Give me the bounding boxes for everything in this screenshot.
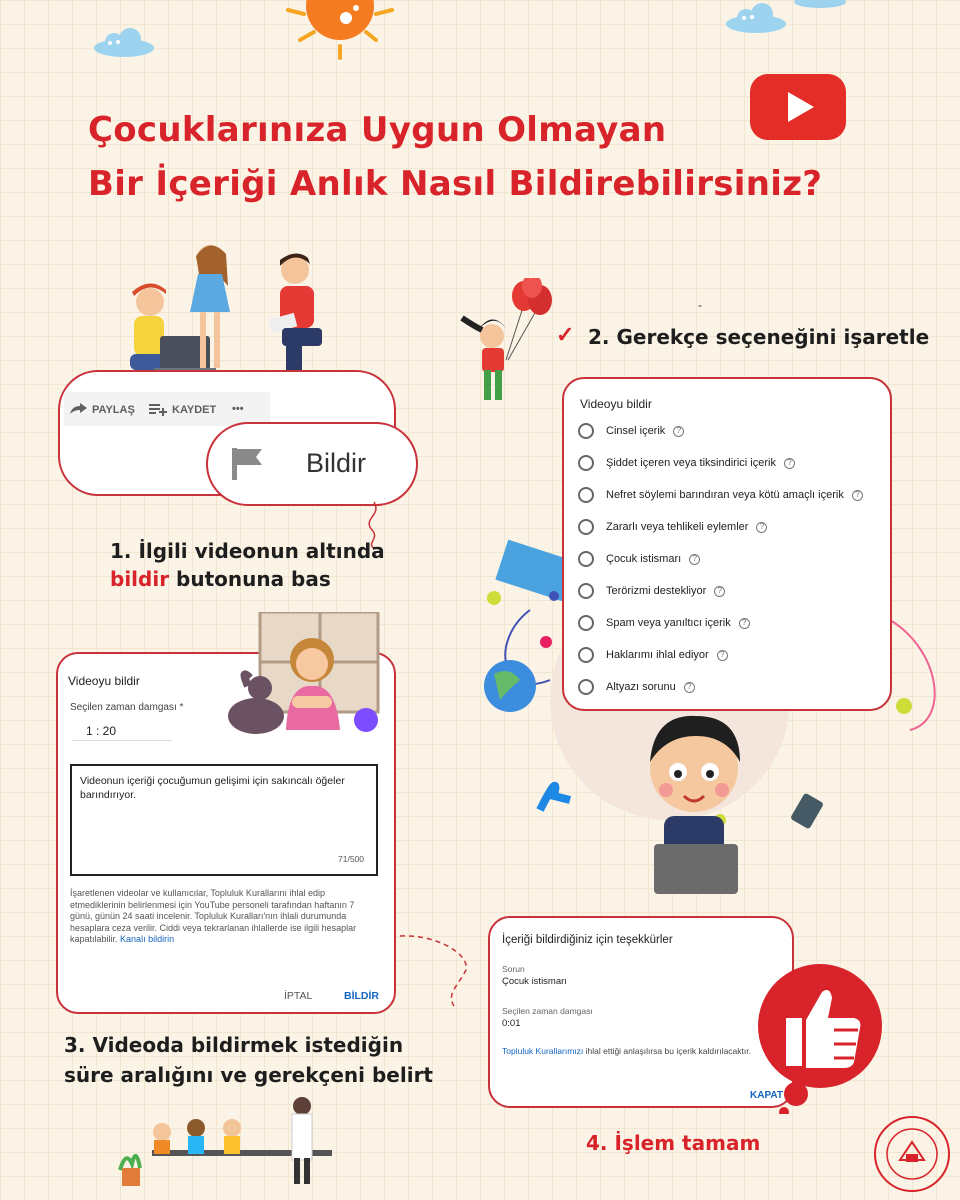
radio-button[interactable] [578,679,594,695]
reason-label: Zararlı veya tehlikeli eylemler [606,521,749,533]
share-button[interactable]: PAYLAŞ [92,404,135,416]
report-channel-link[interactable]: Kanalı bildirin [120,934,175,944]
classroom-illustration [112,1092,332,1188]
reason-label: Altyazı sorunu [606,681,676,693]
reason-option-sexual[interactable] [578,423,684,439]
thumbs-up-icon [756,962,888,1114]
reason-option-captions[interactable] [578,679,695,695]
dash-mark: - [698,298,702,312]
sad-girl-illustration [226,612,386,740]
reason-option-terrorism[interactable] [578,583,725,599]
reason-label: Haklarımı ihlal ediyor [606,649,709,661]
timestamp-dialog-title: Videoyu bildir [68,674,140,688]
confirmation-note-rest: ihlal ettiği anlaşılırsa bu içerik kaldırılacaktır. [583,1046,751,1056]
reason-textarea-value: Videonun içeriği çocuğumun gelişimi için sakıncalı öğeler barındırıyor. [80,775,345,801]
save-button[interactable]: KAYDET [172,404,217,416]
step2-label: 2. Gerekçe seçeneğini işaretle [588,325,930,349]
boy-with-laptop-illustration [630,706,760,896]
disclaimer-text [70,888,360,946]
radio-button[interactable] [578,519,594,535]
reason-option-hateful[interactable] [578,487,863,503]
help-icon[interactable]: ? [717,650,728,661]
confirmation-title: İçeriği bildirdiğiniz için teşekkürler [502,934,673,946]
sun-icon [280,0,400,60]
step1-label-line2 [110,564,331,594]
help-icon[interactable]: ? [714,586,725,597]
cloud-icon [724,0,788,36]
reasons-dialog-title: Videoyu bildir [580,397,652,411]
page-title-line2: Bir İçeriği Anlık Nasıl Bildirebilirsiniz? [88,164,823,204]
youtube-play-icon [748,72,848,144]
help-icon[interactable]: ? [756,522,767,533]
playlist-add-icon[interactable] [148,402,168,416]
radio-button[interactable] [578,583,594,599]
radio-button[interactable] [578,647,594,663]
reason-label: Şiddet içeren veya tiksindirici içerik [606,457,776,469]
help-icon[interactable]: ? [852,490,863,501]
submit-report-button[interactable]: BİLDİR [344,990,379,1002]
step1-label-line1: 1. İlgili videonun altında [110,539,385,563]
cloud-icon [790,0,850,10]
girl-with-balloons-illustration [454,278,554,408]
reason-label: Cinsel içerik [606,425,666,437]
issue-value: Çocuk istismarı [502,976,567,987]
kids-illustration [120,236,360,386]
report-reasons-dialog [562,377,892,711]
step1-label-red: bildir [110,567,170,591]
confirmation-note [502,1046,764,1056]
char-counter: 71/500 [338,854,364,864]
step3-label-line1: 3. Videoda bildirmek istediğin [64,1033,404,1057]
timestamp-label: Seçilen zaman damgası * [70,702,184,713]
reason-textarea[interactable] [70,764,378,876]
reason-option-harmful[interactable] [578,519,767,535]
more-icon[interactable]: ••• [232,403,244,415]
reason-option-violent[interactable] [578,455,795,471]
radio-button[interactable] [578,423,594,439]
flag-icon [230,446,266,482]
report-button-label[interactable]: Bildir [306,448,367,478]
close-button[interactable]: KAPAT [750,1090,783,1101]
reason-option-child-abuse[interactable] [578,551,700,567]
help-icon[interactable]: ? [684,682,695,693]
input-underline [72,740,172,741]
page-title-line1: Çocuklarınıza Uygun Olmayan [88,110,667,150]
checkmark-icon: ✓ [556,322,575,347]
reason-label: Terörizmi destekliyor [606,585,707,597]
reason-label: Nefret söylemi barındıran veya kötü amaçlı içerik [606,489,844,501]
radio-button[interactable] [578,551,594,567]
radio-button[interactable] [578,455,594,471]
reason-option-spam[interactable] [578,615,750,631]
confirmation-timestamp-label: Seçilen zaman damgası [502,1006,593,1016]
reason-label: Spam veya yanıltıcı içerik [606,617,731,629]
reason-option-rights[interactable] [578,647,728,663]
cancel-button[interactable]: İPTAL [284,990,313,1002]
community-guidelines-link[interactable]: Topluluk Kurallarımızı [502,1046,584,1056]
help-icon[interactable]: ? [689,554,700,565]
reason-label: Çocuk istismarı [606,553,682,565]
issue-label: Sorun [502,964,525,974]
help-icon[interactable]: ? [739,618,750,629]
report-confirmation-dialog [488,916,794,1108]
step3-label-line2: süre aralığını ve gerekçeni belirt [64,1063,433,1087]
ministry-seal-icon [872,1114,952,1194]
step1-label-rest: butonuna bas [169,567,331,591]
timestamp-input[interactable]: 1 : 20 [86,724,117,738]
radio-button[interactable] [578,615,594,631]
cloud-icon [92,28,156,58]
radio-button[interactable] [578,487,594,503]
step4-label: 4. İşlem tamam [586,1131,761,1155]
share-icon[interactable] [68,402,88,416]
disclaimer-body: İşaretlenen videolar ve kullanıcılar, Topluluk Kurallarını ihlal edip etmediklerinin belirlenmesi için YouTube personeli tarafından haftanın 7 günü, günün 24 saati incelenir. Topluluk Kuralları'nın ihlali durumunda hesaplara ceza verilir. Ciddi veya tekrarlanan ihlallerde ise ilgili hesaplar kapatılabilir. [70,888,357,944]
help-icon[interactable]: ? [784,458,795,469]
confirmation-timestamp-value: 0:01 [502,1018,521,1029]
help-icon[interactable]: ? [673,426,684,437]
